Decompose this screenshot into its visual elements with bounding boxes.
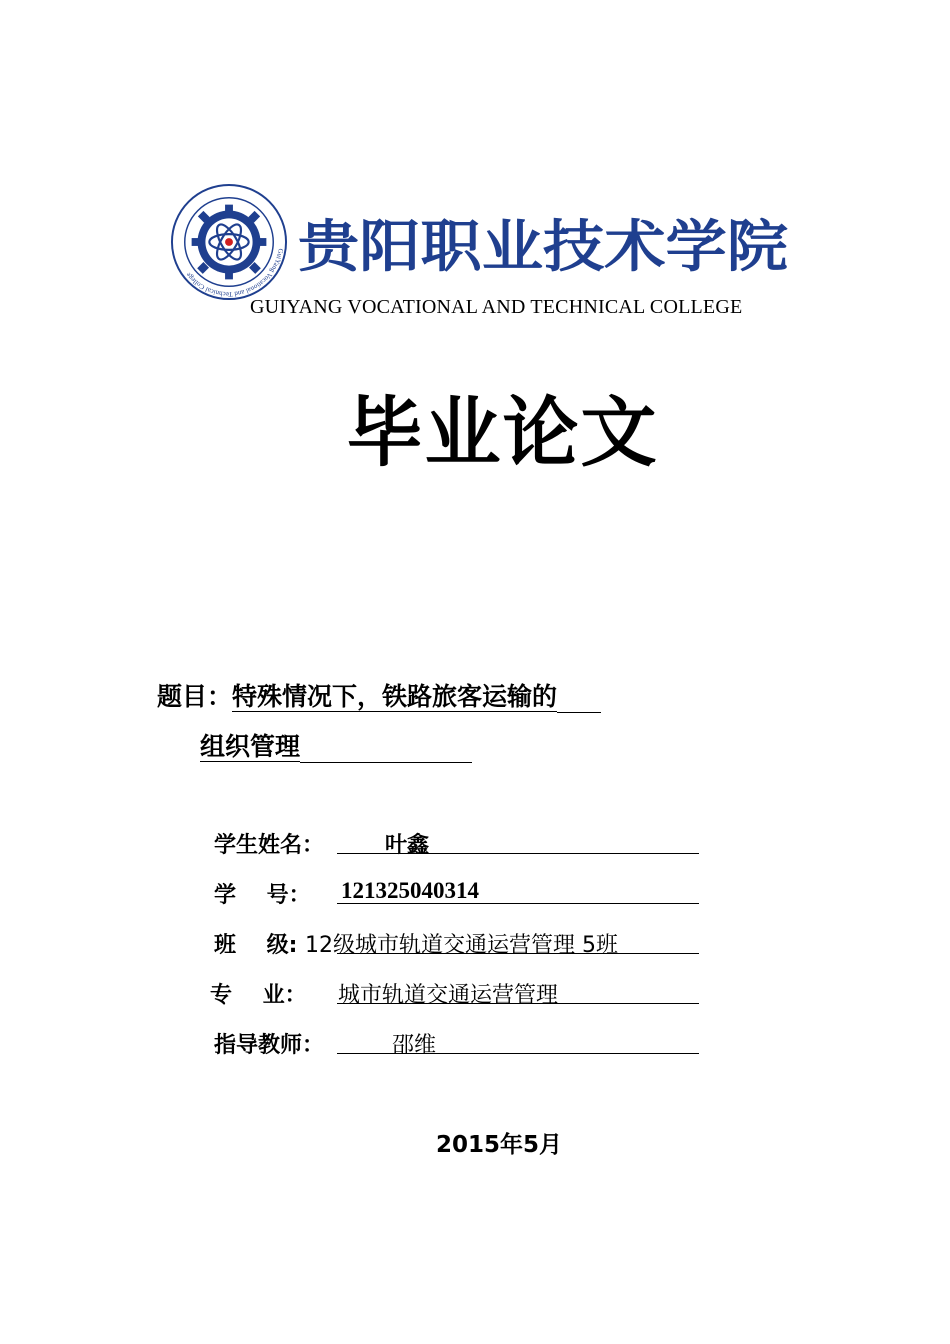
advisor-value: 邵维 xyxy=(392,1033,437,1058)
student-id-value: 121325040314 xyxy=(341,878,479,903)
svg-text:GuiYang Vocational and Technic: GuiYang Vocational and Technical College xyxy=(185,247,284,298)
college-name-english: GUIYANG VOCATIONAL AND TECHNICAL COLLEGE xyxy=(250,296,743,318)
topic-text-line-1: 特殊情况下，铁路旅客运输的 xyxy=(232,682,558,711)
topic-underline-fill-1 xyxy=(557,687,601,713)
advisor-underline xyxy=(337,1053,699,1054)
student-name-label: 学生姓名： xyxy=(214,833,325,858)
student-id-underline xyxy=(337,903,699,904)
submission-date: 2015年5月 xyxy=(435,1132,563,1158)
class-underline xyxy=(337,953,699,954)
topic-line-2 xyxy=(200,727,472,763)
college-emblem-logo xyxy=(170,183,288,301)
document-title: 毕业论文 xyxy=(346,388,659,477)
topic-line-1 xyxy=(157,677,601,713)
major-underline xyxy=(337,1003,699,1004)
topic-label: 题目： xyxy=(157,682,233,711)
class-value: 12级城市轨道交通运营管理 5班 xyxy=(305,933,618,958)
topic-text-line-2: 组织管理 xyxy=(200,732,301,761)
college-name-calligraphy xyxy=(298,208,793,280)
svg-text:贵阳职业技术学院: 贵阳职业技术学院 xyxy=(298,214,788,280)
student-name-value: 叶鑫 xyxy=(385,833,430,858)
advisor-label: 指导教师： xyxy=(214,1033,325,1058)
topic-underline-fill-2 xyxy=(300,737,472,763)
major-value: 城市轨道交通运营管理 xyxy=(338,983,559,1008)
class-label: 班 级: xyxy=(214,933,298,958)
student-id-label: 学 号： xyxy=(214,883,311,908)
major-label: 专 业： xyxy=(210,983,307,1008)
student-name-underline xyxy=(337,853,699,854)
